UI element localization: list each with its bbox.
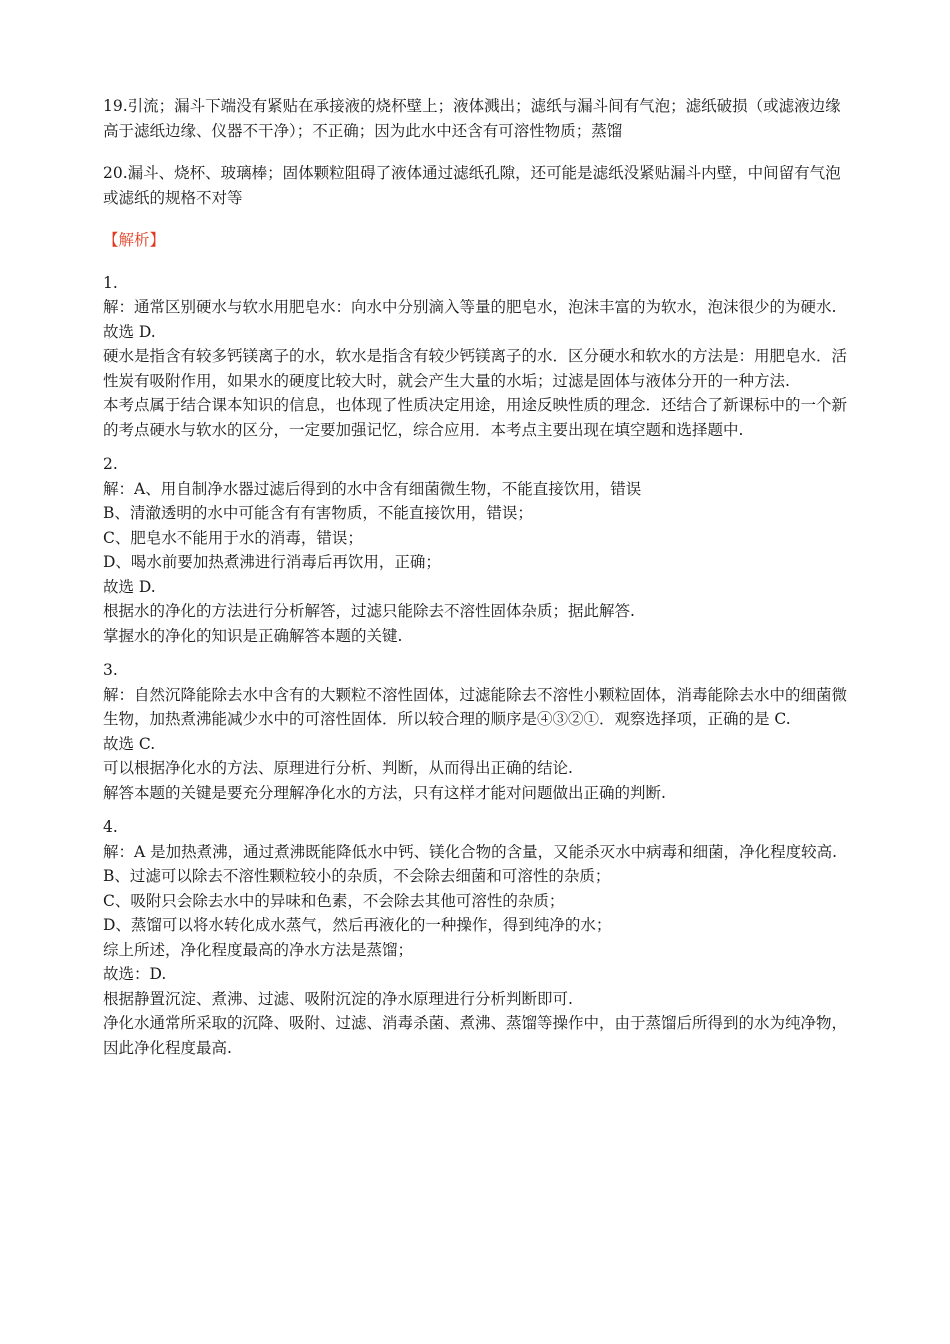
item-line: 解：A、用自制净水器过滤后得到的水中含有细菌微生物，不能直接饮用，错误 (103, 479, 642, 498)
analysis-heading: 【解析】 (103, 231, 166, 249)
item-line: C、肥皂水不能用于水的消毒，错误； (103, 528, 363, 547)
item-number: 4. (103, 818, 118, 836)
item-line: B、过滤可以除去不溶性颗粒较小的杂质，不会除去细菌和可溶性的杂质； (103, 867, 611, 885)
item-line: 净化水通常所采取的沉降、吸附、过滤、消毒杀菌、煮沸、蒸馏等操作中，由于蒸馏后所得到的水为纯净物，因此净化程度最高. (103, 1014, 848, 1057)
item-line: 解：通常区别硬水与软水用肥皂水：向水中分别滴入等量的肥皂水，泡沫丰富的为软水，泡沫很少的为硬水. (103, 298, 837, 316)
item-line: D、蒸馏可以将水转化成水蒸气，然后再液化的一种操作，得到纯净的水； (103, 916, 612, 934)
answer-19: 19.引流；漏斗下端没有紧贴在承接液的烧杯壁上；液体溅出；滤纸与漏斗间有气泡；滤纸破损（或滤液边缘高于滤纸边缘、仪器不干净）；不正确；因为此水中还含有可溶性物质；蒸馏 (103, 97, 841, 140)
analysis-item-3 (103, 658, 848, 805)
item-line: 掌握水的净化的知识是正确解答本题的关键. (103, 626, 403, 645)
item-line: 可以根据净化水的方法、原理进行分析、判断，从而得出正确的结论. (103, 759, 573, 777)
item-line: 根据静置沉淀、煮沸、过滤、吸附沉淀的净水原理进行分析判断即可. (103, 989, 573, 1008)
item-line: 本考点属于结合课本知识的信息，也体现了性质决定用途，用途反映性质的理念．还结合了新课标中的一个新的考点硬水与软水的区分，一定要加强记忆，综合应用．本考点主要出现在填空题和选择题中. (103, 396, 848, 439)
item-line: 解：A 是加热煮沸，通过煮沸既能降低水中钙、镁化合物的含量，又能杀灭水中病毒和细菌，净化程度较高. (103, 842, 838, 861)
item-line: 故选 D. (103, 577, 156, 596)
item-line: B、清澈透明的水中可能含有有害物质，不能直接饮用，错误； (103, 504, 533, 522)
item-line: 故选 D. (103, 322, 156, 341)
item-line: D、喝水前要加热煮沸进行消毒后再饮用，正确； (103, 553, 441, 571)
item-number: 1. (103, 273, 118, 292)
item-number: 3. (103, 661, 118, 679)
item-line: 硬水是指含有较多钙镁离子的水，软水是指含有较少钙镁离子的水．区分硬水和软水的方法是：用肥皂水．活性炭有吸附作用，如果水的硬度比较大时，就会产生大量的水垢；过滤是固体与液体分开的一种方法. (103, 347, 848, 390)
item-line: C、吸附只会除去水中的异味和色素，不会除去其他可溶性的杂质； (103, 891, 565, 910)
answer-20: 20.漏斗、烧杯、玻璃棒；固体颗粒阻碍了液体通过滤纸孔隙，还可能是滤纸没紧贴漏斗内壁，中间留有气泡或滤纸的规格不对等 (103, 164, 841, 207)
document-page (103, 94, 848, 1070)
item-line: 解答本题的关键是要充分理解净化水的方法，只有这样才能对问题做出正确的判断. (103, 783, 666, 802)
analysis-item-4 (103, 815, 848, 1060)
item-line: 故选 C. (103, 734, 156, 753)
item-line: 故选：D. (103, 965, 167, 983)
item-line: 综上所述，净化程度最高的净水方法是蒸馏； (103, 940, 414, 959)
analysis-item-1 (103, 271, 848, 443)
item-number: 2. (103, 455, 118, 473)
item-line: 根据水的净化的方法进行分析解答，过滤只能除去不溶性固体杂质；据此解答. (103, 602, 635, 620)
item-line: 解：自然沉降能除去水中含有的大颗粒不溶性固体，过滤能除去不溶性小颗粒固体，消毒能除去水中的细菌微生物，加热煮沸能减少水中的可溶性固体．所以较合理的顺序是④③②①．观察选择项，正确的是 C. (103, 685, 848, 728)
analysis-item-2 (103, 452, 848, 648)
